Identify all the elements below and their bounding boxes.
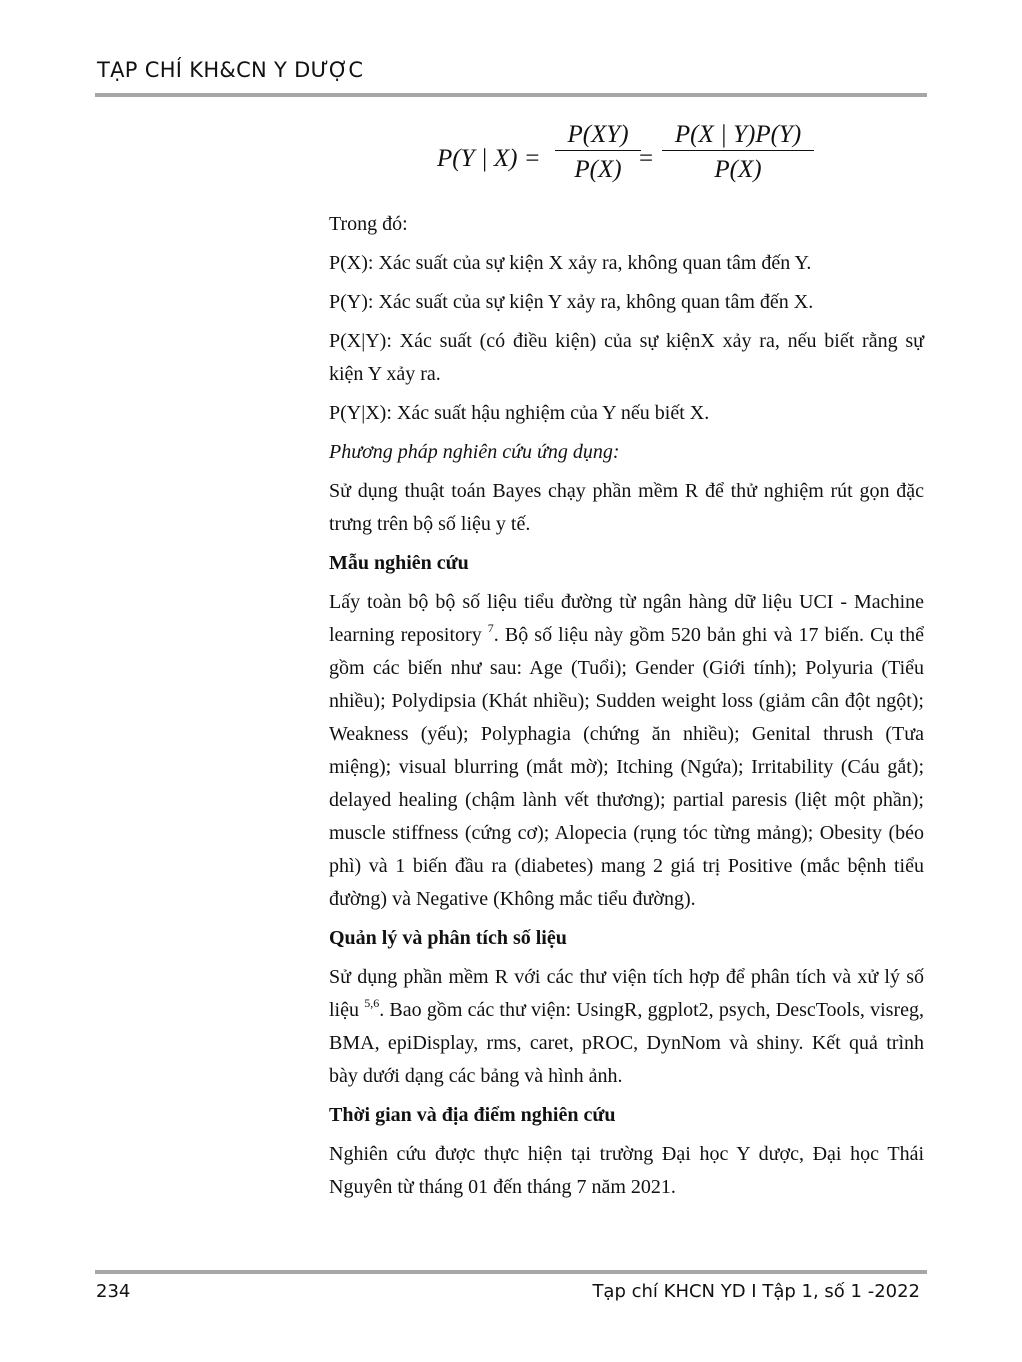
sample-heading: Mẫu nghiên cứu <box>329 552 469 574</box>
formula-lhs: P(Y | X) = <box>437 145 541 172</box>
data-analysis-heading: Quản lý và phân tích số liệu <box>329 927 567 949</box>
journal-citation: Tạp chí KHCN YD I Tập 1, số 1 -2022 <box>592 1281 920 1302</box>
formula-fraction-1-denominator: P(X) <box>555 150 641 185</box>
footer-divider <box>95 1270 927 1274</box>
formula-fraction-2 <box>662 120 814 185</box>
method-heading: Phương pháp nghiên cứu ứng dụng: <box>329 441 620 463</box>
data-text-part-2: . Bao gồm các thư viện: UsingR, ggplot2, psych, DescTools, visreg, BMA, epiDisplay, rms, caret, pROC, DynNom và shiny. Kết quả trình bày dưới dạng các bảng và hình ảnh. <box>329 999 924 1087</box>
sample-paragraph <box>329 586 924 916</box>
formula-fraction-2-numerator: P(X | Y)P(Y) <box>674 121 802 148</box>
page-number: 234 <box>96 1281 131 1302</box>
sample-text-part-2: . Bộ số liệu này gồm 520 bản ghi và 17 biến. Cụ thể gồm các biến như sau: Age (Tuổi); Gender (Giới tính); Polyuria (Tiểu nhiều); Polydipsia (Khát nhiều); Sudden weight loss (giảm cân đột ngột); Weakness (yếu); Polyphagia (chứng ăn nhiều); Genital thrush (Tưa miệng); visual blurring (mắt mờ); Itching (Ngứa); Irritability (Cáu gắt); delayed healing (chậm lành vết thương); partial paresis (liệt một phần); muscle stiffness (cứng cơ); Alopecia (rụng tóc từng mảng); Obesity (béo phì) và 1 biến đầu ra (diabetes) mang 2 giá trị Positive (mắc bệnh tiểu đường) và Negative (Không mắc tiểu đường). <box>329 624 924 910</box>
sample-text-part-1: Lấy toàn bộ bộ số liệu tiểu đường từ ngân hàng dữ liệu UCI - Machine learning repository <box>329 591 924 646</box>
formula-fraction-1 <box>555 120 641 185</box>
data-analysis-paragraph <box>329 961 924 1093</box>
formula-fraction-2-denominator: P(X) <box>662 150 814 185</box>
method-paragraph: Sử dụng thuật toán Bayes chạy phần mềm R để thử nghiệm rút gọn đặc trưng trên bộ số liệu y tế. <box>329 480 924 535</box>
formula-fraction-1-numerator: P(XY) <box>567 121 629 148</box>
header-divider <box>95 93 927 97</box>
main-content <box>329 118 924 1210</box>
where-label: Trong đó: <box>329 213 408 235</box>
data-text-part-1: Sử dụng phần mềm R với các thư viện tích hợp để phân tích và xử lý số liệu <box>329 966 924 1021</box>
data-reference: 5,6 <box>364 996 380 1010</box>
time-place-paragraph: Nghiên cứu được thực hiện tại trường Đại học Y dược, Đại học Thái Nguyên từ tháng 01 đến tháng 7 năm 2021. <box>329 1143 924 1198</box>
time-place-heading: Thời gian và địa điểm nghiên cứu <box>329 1104 616 1126</box>
definition-px: P(X): Xác suất của sự kiện X xảy ra, không quan tâm đến Y. <box>329 252 812 274</box>
definition-py-given-x: P(Y|X): Xác suất hậu nghiệm của Y nếu biết X. <box>329 402 710 424</box>
journal-header-title: TẠP CHÍ KH&CN Y DƯỢC <box>97 58 364 82</box>
sample-reference: 7 <box>487 621 494 635</box>
formula-equals: = <box>639 145 654 172</box>
definition-px-given-y: P(X|Y): Xác suất (có điều kiện) của sự kiệnX xảy ra, nếu biết rằng sự kiện Y xảy ra. <box>329 330 924 385</box>
bayes-formula <box>329 118 924 200</box>
definition-py: P(Y): Xác suất của sự kiện Y xảy ra, không quan tâm đến X. <box>329 291 814 313</box>
